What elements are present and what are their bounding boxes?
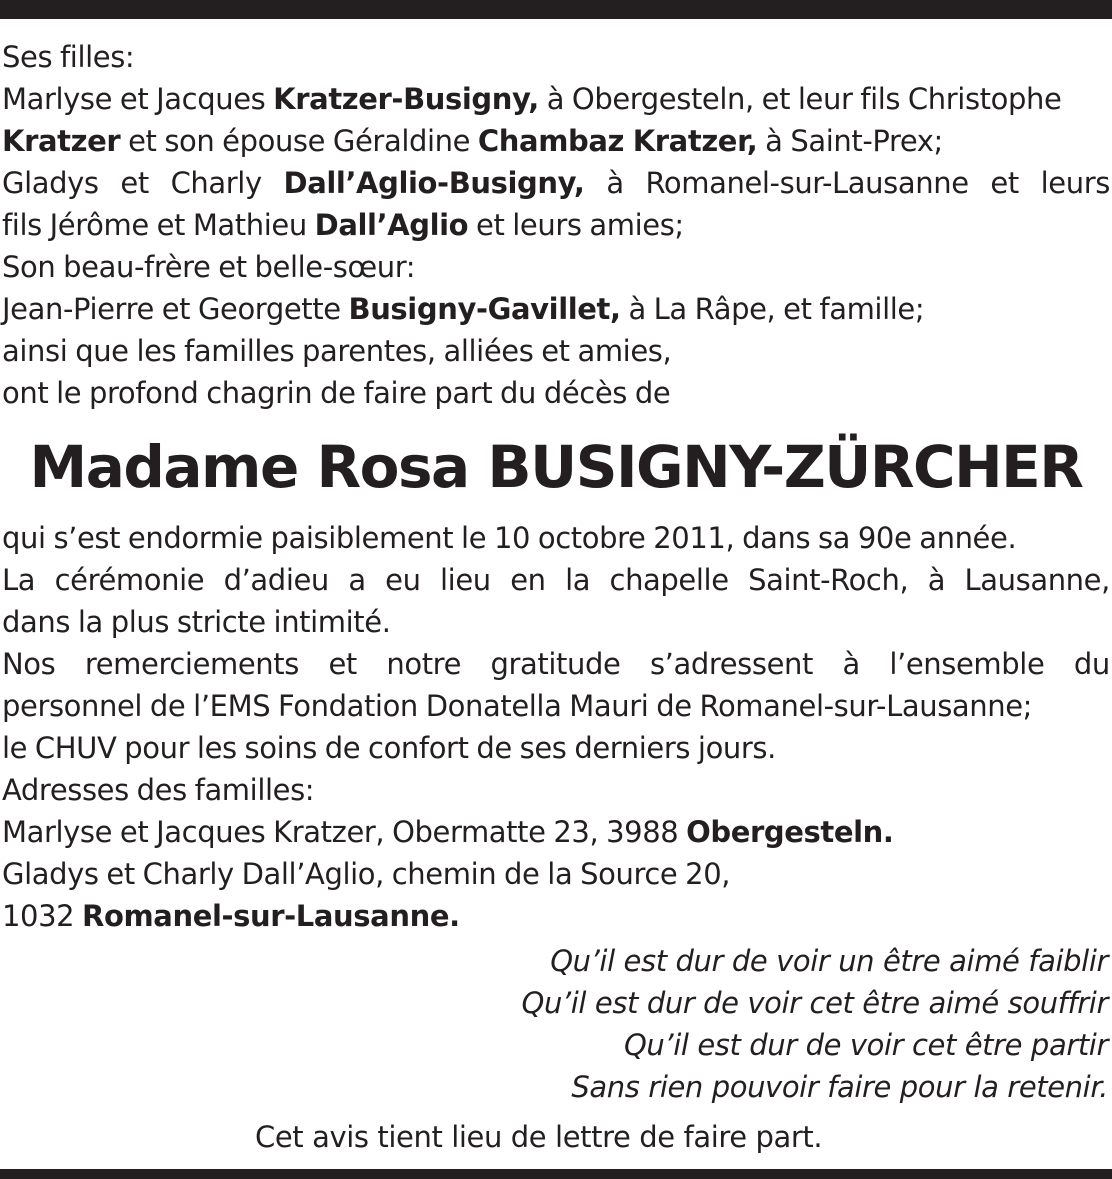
word: l’ensemble [889,647,1045,681]
city-name: Obergesteln. [686,815,894,849]
notice-body [2,517,1110,937]
text-segment: et leurs amies; [468,208,684,242]
word: gratitude [490,647,621,681]
word: leurs [1040,166,1110,200]
word: à [927,563,946,597]
word: Charly [170,166,262,200]
body-line: dans la plus stricte intimité. [2,605,391,639]
bottom-border-rule [0,1169,1112,1179]
address-line: Gladys et Charly Dall’Aglio, chemin de la Source 20, [2,857,731,891]
word: chapelle [609,563,729,597]
closing-text: Cet avis tient lieu de lettre de faire part. [255,1120,823,1154]
word: du [1073,647,1110,681]
text-segment: Marlyse et Jacques [2,82,274,116]
body-line-justified [2,643,1110,685]
word: à [842,647,860,681]
word: remerciements [84,647,299,681]
word: cérémonie [54,563,205,597]
intro-line [2,120,1110,162]
family-name: Chambaz Kratzer, [477,124,758,158]
poem-line: Sans rien pouvoir faire pour la retenir. [571,1070,1108,1104]
body-line: le CHUV pour les soins de confort de ses derniers jours. [2,731,776,765]
text-segment: 1032 [2,899,83,933]
body-line: qui s’est endormie paisiblement le 10 octobre 2011, dans sa 90e année. [2,521,1017,555]
word: Lausanne, [964,563,1110,597]
address-line [2,895,1110,937]
text-segment: à La Râpe, et famille; [620,292,925,326]
poem-line: Qu’il est dur de voir un être aimé faiblir [550,944,1108,978]
body-line-justified [2,559,1110,601]
family-name: Kratzer-Busigny, [273,82,539,116]
text-segment: à Obergesteln, et leur fils Christophe [538,82,1062,116]
text-segment: à Saint-Prex; [757,124,943,158]
intro-line: Ses filles: [2,40,135,74]
family-name: Dall’Aglio [314,208,469,242]
word: Nos [2,647,56,681]
intro-line: Son beau-frère et belle-sœur: [2,250,416,284]
body-line: personnel de l’EMS Fondation Donatella Mauri de Romanel-sur-Lausanne; [2,689,1033,723]
intro-line [2,78,1110,120]
intro-line-justified [2,162,1110,204]
top-border-rule [0,0,1112,19]
word: Romanel-sur-Lausanne [645,166,969,200]
word: a [348,563,366,597]
city-name: Romanel-sur-Lausanne. [82,899,460,933]
intro-line [2,204,1110,246]
word: s’adressent [649,647,813,681]
intro-line: ainsi que les familles parentes, alliées et amies, [2,334,672,368]
text-segment: Jean-Pierre et Georgette [2,292,349,326]
text-segment: fils Jérôme et Mathieu [2,208,315,242]
text-segment: et son épouse Géraldine [120,124,478,158]
family-announcement [2,36,1110,414]
text-segment: Marlyse et Jacques Kratzer, Obermatte 23, 3988 [2,815,687,849]
intro-line: ont le profond chagrin de faire part du décès de [2,376,671,410]
family-name: Kratzer [2,124,121,158]
word: et [990,166,1019,200]
family-name: Busigny-Gavillet, [348,292,621,326]
word: en [510,563,546,597]
word: et [120,166,149,200]
poem-line: Qu’il est dur de voir cet être partir [623,1028,1108,1062]
body-line: Adresses des familles: [2,773,315,807]
word: Gladys [2,166,99,200]
word: lieu [440,563,491,597]
word: à [606,166,624,200]
word: d’adieu [223,563,329,597]
poem-line: Qu’il est dur de voir cet être aimé souffrir [521,986,1108,1020]
word: notre [386,647,462,681]
deceased-name-heading: Madame Rosa BUSIGNY-ZÜRCHER [29,433,1083,501]
family-name: Dall’Aglio-Busigny, [283,166,585,200]
poem [408,940,1108,1108]
address-line [2,811,1110,853]
word: eu [385,563,421,597]
word: la [565,563,591,597]
word: Saint-Roch, [748,563,909,597]
word: La [2,563,36,597]
intro-line [2,288,1110,330]
word: et [328,647,357,681]
